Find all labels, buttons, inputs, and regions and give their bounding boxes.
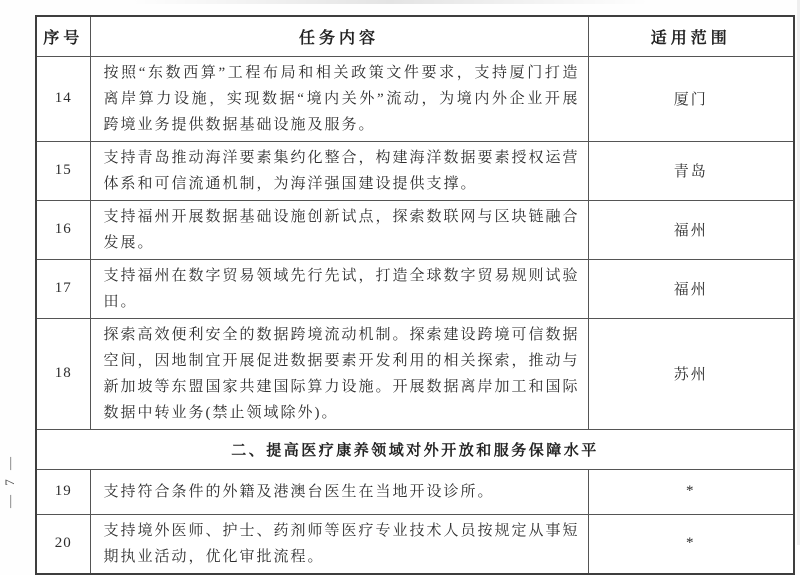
cell-no: 14 [36, 56, 90, 141]
cell-task: 支持福州开展数据基础设施创新试点，探索数联网与区块链融合发展。 [90, 200, 588, 259]
cell-scope: 福州 [588, 200, 794, 259]
section-title: 二、提高医疗康养领域对外开放和服务保障水平 [36, 429, 794, 469]
cell-no: 17 [36, 259, 90, 318]
cell-scope: 福州 [588, 259, 794, 318]
page-number [0, 450, 23, 512]
page-number-label: — 7 — [2, 454, 17, 508]
table-row [36, 200, 794, 259]
header-cell-task: 任务内容 [90, 16, 588, 56]
task-table-body [36, 56, 794, 574]
cell-scope: 厦门 [588, 56, 794, 141]
cell-scope: * [588, 469, 794, 514]
scan-artifact-top [130, 0, 650, 4]
cell-scope: * [588, 514, 794, 574]
header-row [36, 16, 794, 56]
cell-scope: 苏州 [588, 318, 794, 429]
task-table [35, 15, 795, 575]
table-row [36, 469, 794, 514]
table-row [36, 141, 794, 200]
cell-no: 16 [36, 200, 90, 259]
table-row [36, 318, 794, 429]
cell-no: 15 [36, 141, 90, 200]
section-header-row [36, 429, 794, 469]
cell-task: 支持福州在数字贸易领域先行先试，打造全球数字贸易规则试验田。 [90, 259, 588, 318]
cell-task: 探索高效便利安全的数据跨境流动机制。探索建设跨境可信数据空间，因地制宜开展促进数据要素开发利用的相关探索，推动与新加坡等东盟国家共建国际算力设施。开展数据离岸加工和国际数据中转业务(禁止领域除外)。 [90, 318, 588, 429]
cell-no: 18 [36, 318, 90, 429]
cell-task: 按照“东数西算”工程布局和相关政策文件要求，支持厦门打造离岸算力设施，实现数据“境内关外”流动，为境内外企业开展跨境业务提供数据基础设施及服务。 [90, 56, 588, 141]
table-row [36, 56, 794, 141]
header-cell-no: 序号 [36, 16, 90, 56]
cell-task: 支持境外医师、护士、药剂师等医疗专业技术人员按规定从事短期执业活动，优化审批流程。 [90, 514, 588, 574]
table-row [36, 514, 794, 574]
cell-no: 19 [36, 469, 90, 514]
header-cell-scope: 适用范围 [588, 16, 794, 56]
cell-no: 20 [36, 514, 90, 574]
cell-task: 支持青岛推动海洋要素集约化整合，构建海洋数据要素授权运营体系和可信流通机制，为海洋强国建设提供支撑。 [90, 141, 588, 200]
cell-scope: 青岛 [588, 141, 794, 200]
cell-task: 支持符合条件的外籍及港澳台医生在当地开设诊所。 [90, 469, 588, 514]
table-row [36, 259, 794, 318]
task-table-header [36, 16, 794, 56]
